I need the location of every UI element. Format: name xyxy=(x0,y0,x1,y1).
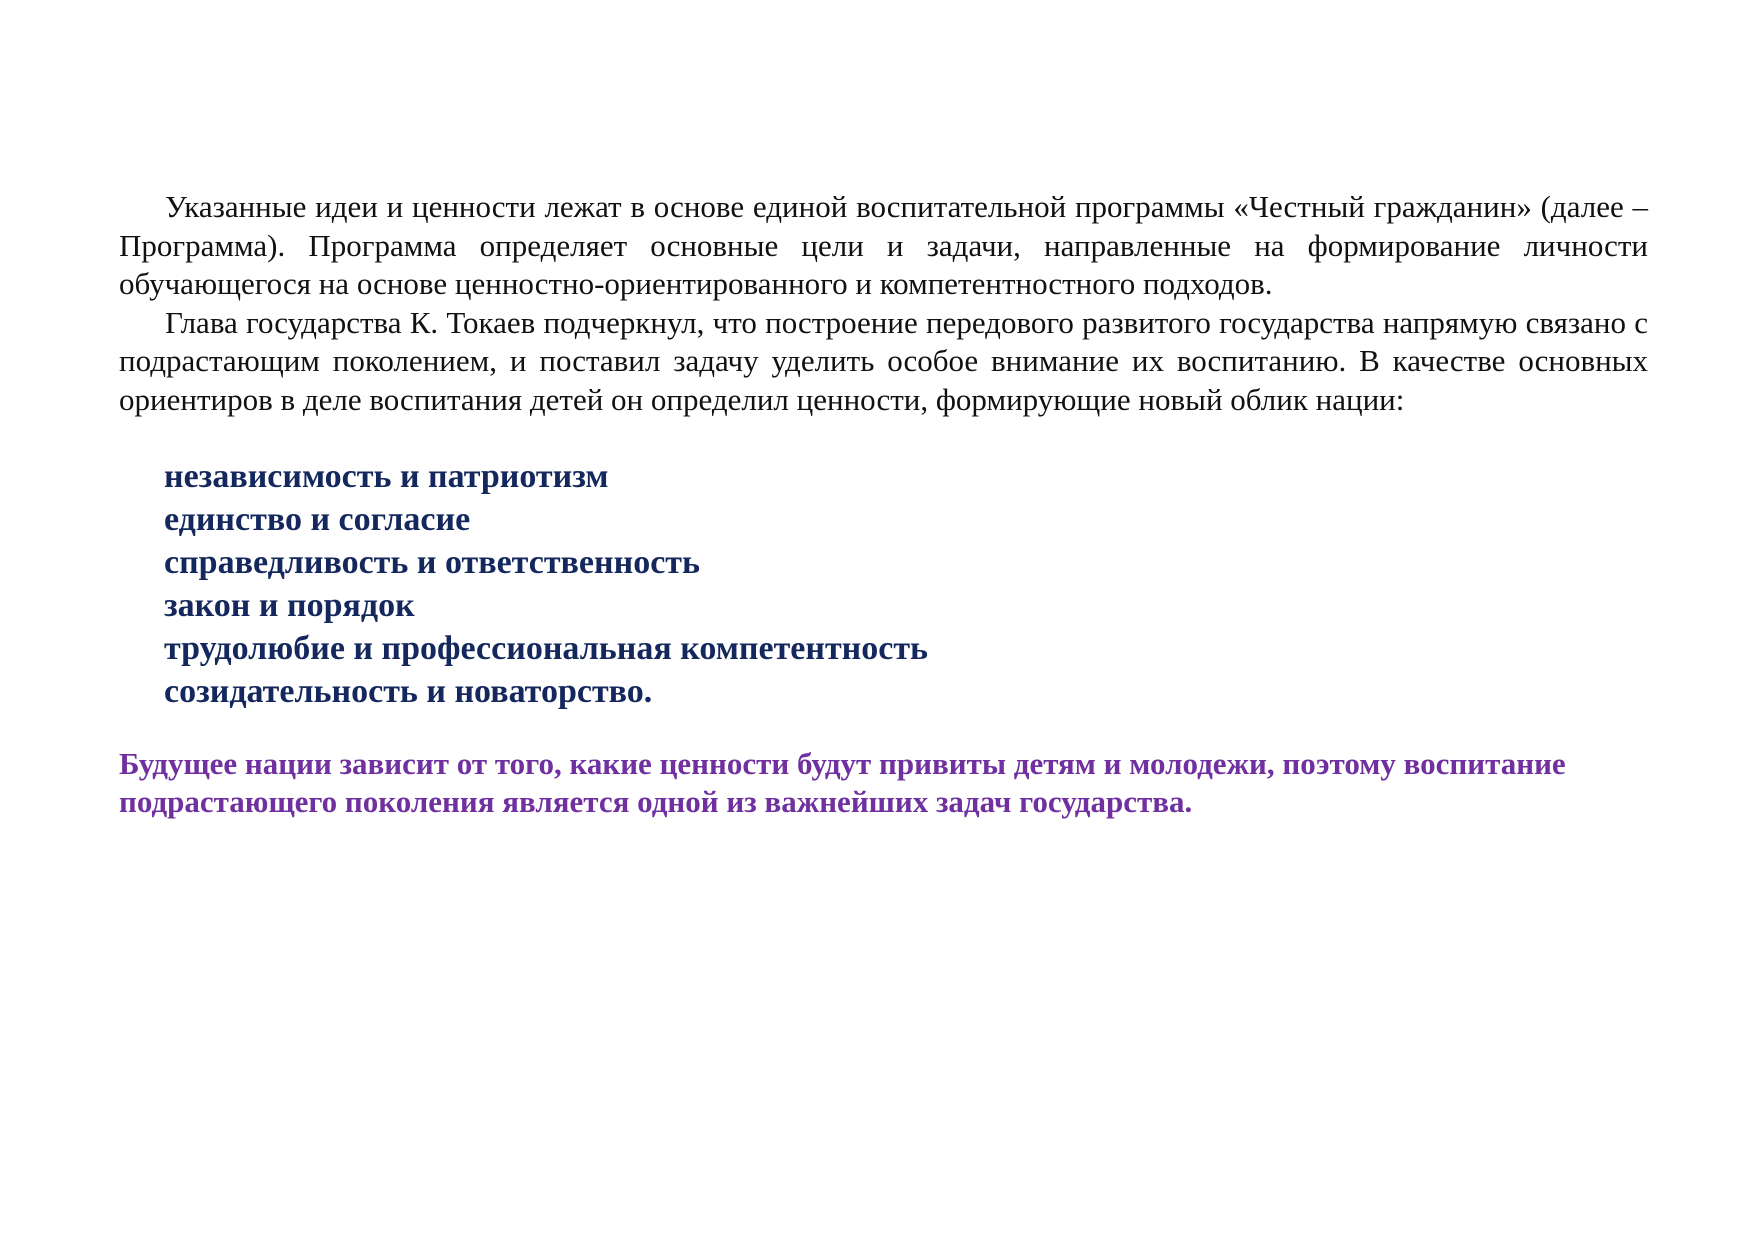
value-item: справедливость и ответственность xyxy=(164,544,700,581)
president-paragraph: Глава государства К. Токаев подчеркнул, что построение передового развитого государства напрямую связано с подрастающим поколением, и поставил задачу уделить особое внимание их воспитанию. В качестве основных ориентиров в деле воспитания детей он определил ценности, формирующие новый облик нации: xyxy=(119,304,1648,417)
value-item: единство и согласие xyxy=(164,501,471,538)
values-list xyxy=(119,455,1648,713)
document-page xyxy=(119,188,1648,821)
value-item: трудолюбие и профессиональная компетентность xyxy=(164,630,929,667)
value-item: закон и порядок xyxy=(164,587,415,624)
value-item: созидательность и новаторство. xyxy=(164,673,653,710)
intro-paragraph: Указанные идеи и ценности лежат в основе единой воспитательной программы «Честный гражданин» (далее – Программа). Программа определяет основные цели и задачи, направленные на формирование личности обучающегося на основе ценностно-ориентированного и компетентностного подходов. xyxy=(119,189,1648,301)
conclusion-paragraph: Будущее нации зависит от того, какие ценности будут привиты детям и молодежи, поэтому воспитание подрастающего поколения является одной из важнейших задач государства. xyxy=(119,746,1566,819)
value-item: независимость и патриотизм xyxy=(164,458,609,495)
